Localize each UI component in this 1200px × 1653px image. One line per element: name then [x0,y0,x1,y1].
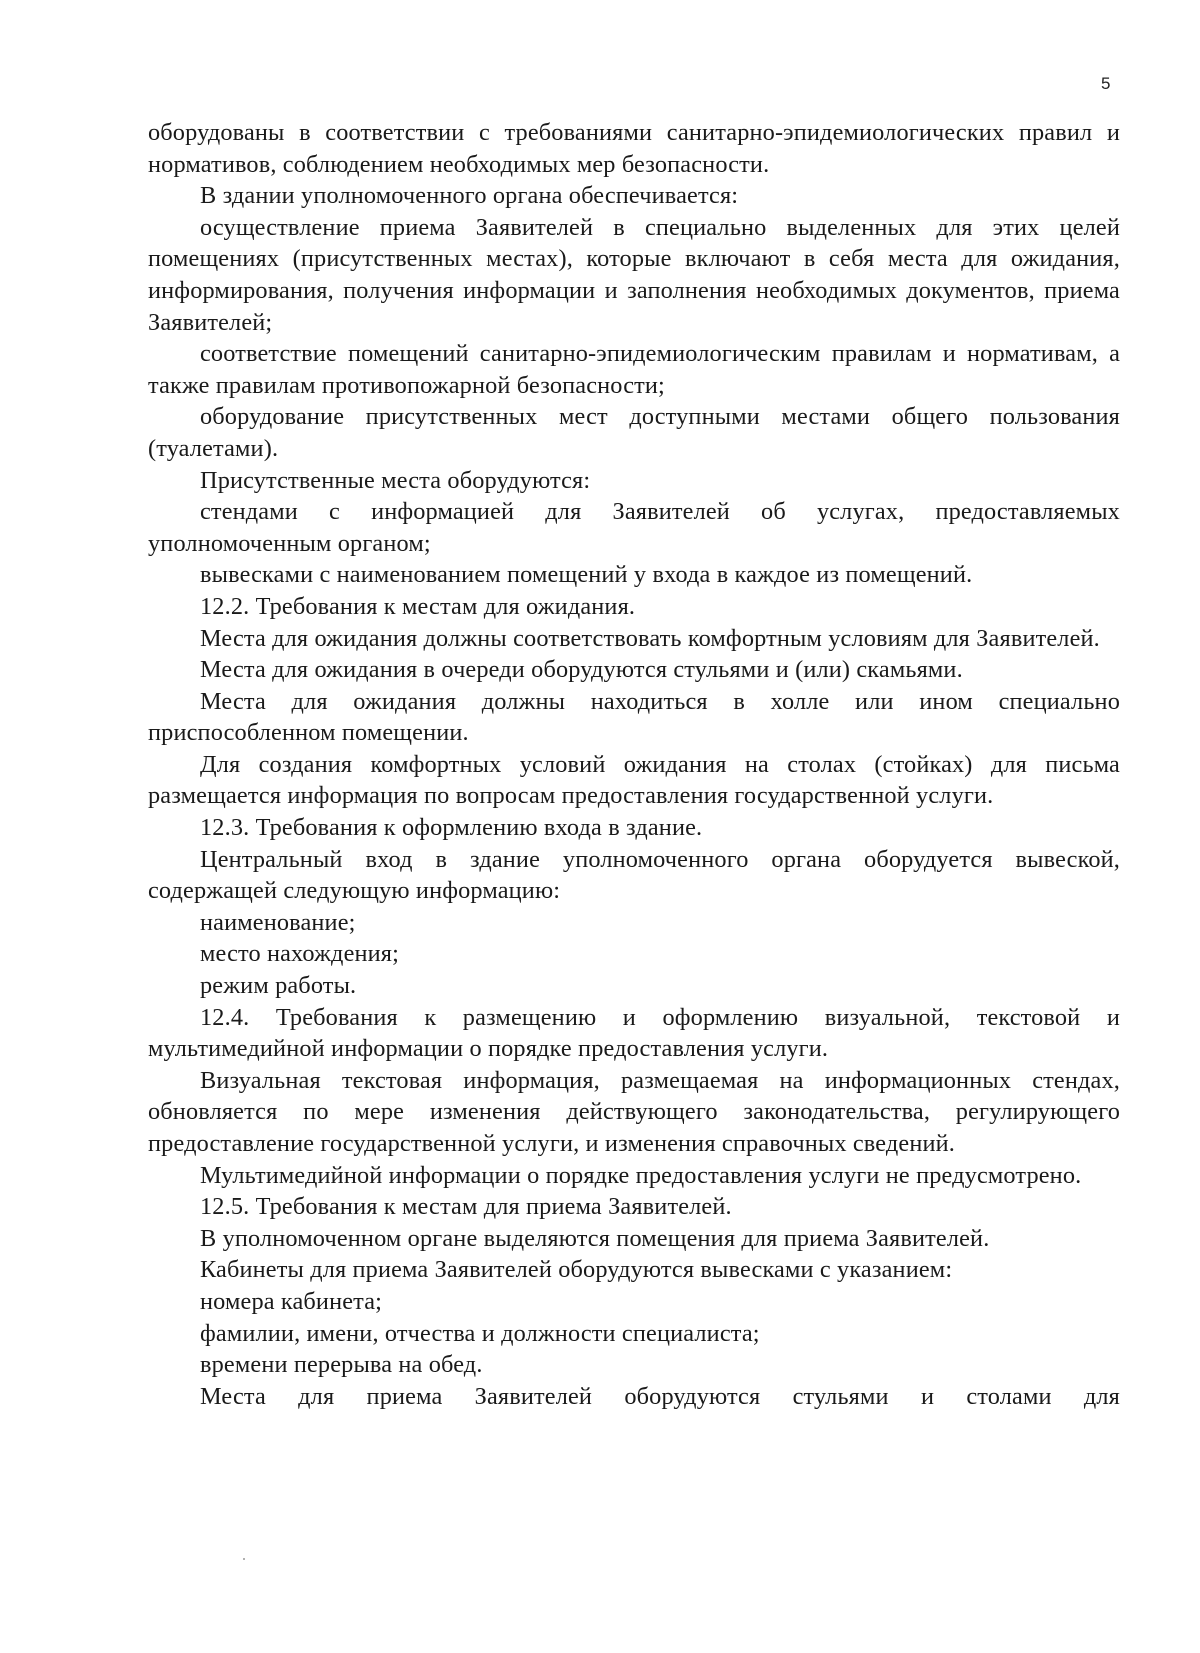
paragraph: вывесками с наименованием помещений у входа в каждое из помещений. [200,561,973,589]
paragraph: Места для приема Заявителей оборудуются стульями и столами для [200,1382,1120,1410]
paragraph: оборудование присутственных мест доступными местами общего пользования (туалетами). [148,403,1120,462]
paragraph: фамилии, имени, отчества и должности специалиста; [200,1319,760,1347]
paragraph: Места для ожидания должны соответствовать комфортным условиям для Заявителей. [200,624,1100,652]
paragraph: 12.5. Требования к местам для приема Заявителей. [200,1193,732,1221]
paragraph: режим работы. [200,972,357,1000]
paragraph: Кабинеты для приема Заявителей оборудуются вывесками с указанием: [200,1256,953,1284]
paragraph: Мультимедийной информации о порядке предоставления услуги не предусмотрено. [200,1161,1082,1189]
paragraph: стендами с информацией для Заявителей об услугах, предоставляемых уполномоченным органом; [148,498,1120,557]
paragraph: Визуальная текстовая информация, размещаемая на информационных стендах, обновляется по мере изменения действующего законодательства, регулирующего предоставление государственной услуги, и изменения справочных сведений. [148,1066,1120,1157]
paragraph: 12.2. Требования к местам для ожидания. [200,592,636,620]
paragraph: времени перерыва на обед. [200,1351,483,1379]
paragraph: место нахождения; [200,940,400,968]
paragraph: В уполномоченном органе выделяются помещения для приема Заявителей. [200,1224,990,1252]
paragraph: Для создания комфортных условий ожидания на столах (стойках) для письма размещается информация по вопросам предоставления государственной услуги. [148,750,1120,810]
paragraph: осуществление приема Заявителей в специально выделенных для этих целей помещениях (присутственных местах), которые включают в себя места для ожидания, информирования, получения информации и заполнения необходимых документов, приема Заявителей; [148,213,1120,336]
paragraph: Центральный вход в здание уполномоченного органа оборудуется вывеской, содержащей следующую информацию: [148,845,1120,905]
page-number: 5 [1101,74,1111,93]
paragraph: наименование; [200,908,356,936]
paragraph: номера кабинета; [200,1287,383,1315]
paragraph: Места для ожидания должны находиться в холле или ином специально приспособленном помещении. [148,687,1120,747]
paragraph: В здании уполномоченного органа обеспечивается: [200,182,739,210]
paragraph: соответствие помещений санитарно-эпидемиологическим правилам и нормативам, а также правилам противопожарной безопасности; [148,340,1120,399]
paragraph: оборудованы в соответствии с требованиями санитарно-эпидемиологических правил и нормативов, соблюдением необходимых мер безопасности. [148,119,1120,178]
paragraph: Присутственные места оборудуются: [200,466,591,494]
paragraph: 12.3. Требования к оформлению входа в здание. [200,814,703,842]
paragraph: Места для ожидания в очереди оборудуются стульями и (или) скамьями. [200,656,963,684]
paragraph: 12.4. Требования к размещению и оформлению визуальной, текстовой и мультимедийной информации о порядке предоставления услуги. [148,1003,1120,1063]
document-body [148,117,1120,1412]
scan-dot [243,1558,245,1560]
